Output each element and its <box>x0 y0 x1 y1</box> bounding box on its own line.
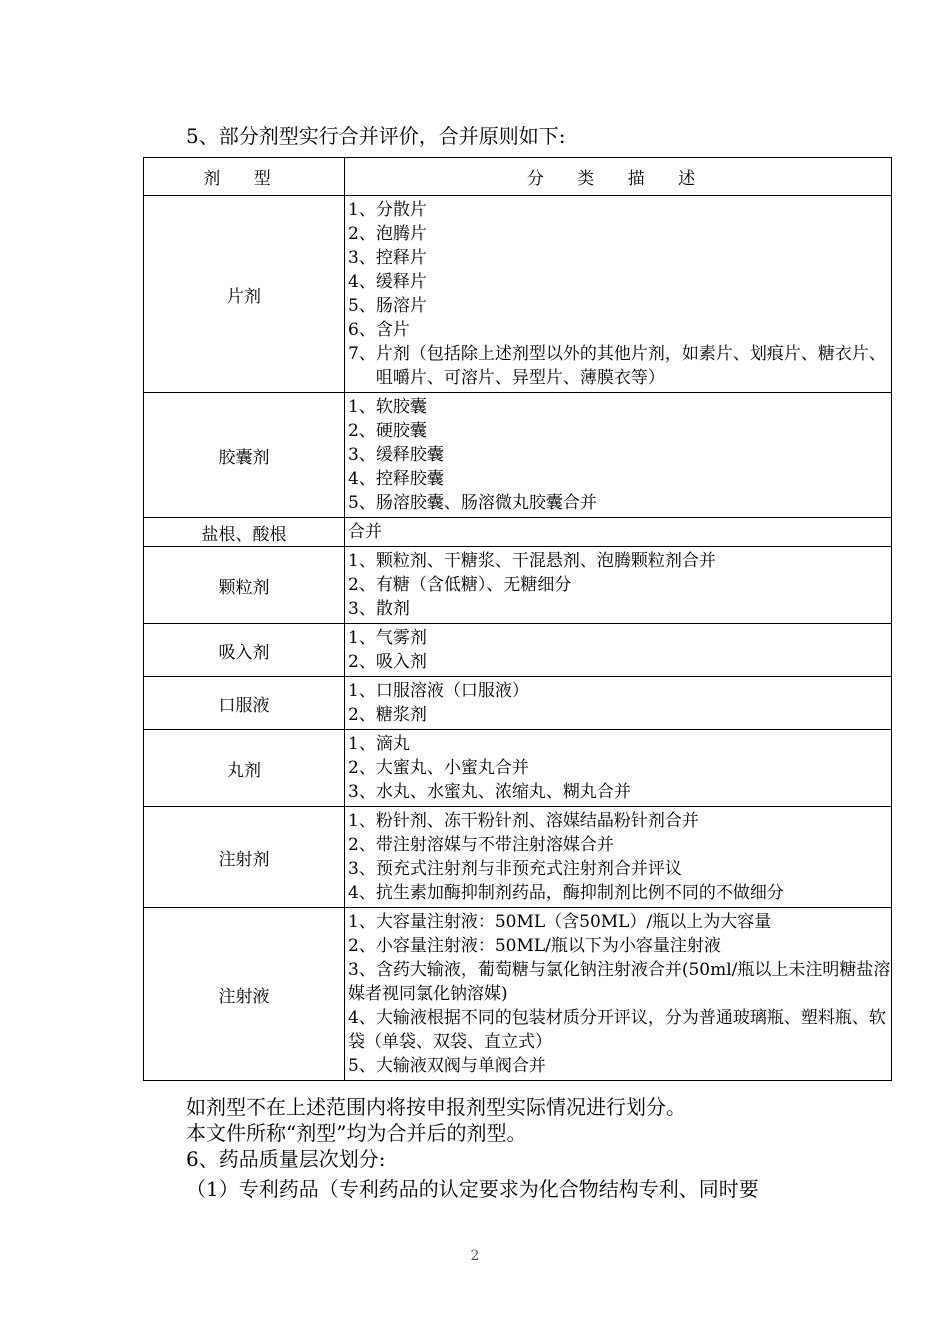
description-line: 4、大输液根据不同的包装材质分开评议，分为普通玻璃瓶、塑料瓶、软袋（单袋、双袋、直立式） <box>348 1008 886 1052</box>
body-paragraph-line: 本文件所称“剂型”均为合并后的剂型。 <box>186 1121 527 1145</box>
description-item <box>348 270 891 294</box>
description-line: 1、口服溶液（口服液） <box>348 681 529 701</box>
description-item <box>348 198 891 222</box>
description-line: 合并 <box>348 522 382 542</box>
dosage-form-name: 口服液 <box>144 677 345 730</box>
table-row <box>144 393 892 518</box>
column-header-type: 剂 型 <box>144 158 345 196</box>
table-row <box>144 908 892 1081</box>
item-text: 肠溶片 <box>375 296 427 316</box>
description-item <box>348 246 891 270</box>
item-number: 4、 <box>348 469 376 489</box>
description-item <box>348 626 891 650</box>
item-number: 2、 <box>348 421 376 441</box>
item-number: 7、 <box>348 344 376 364</box>
table-row <box>144 730 892 807</box>
item-text: 水丸、水蜜丸、浓缩丸、糊丸合并 <box>375 782 631 802</box>
description-item <box>348 419 891 443</box>
column-header-description: 分 类 描 述 <box>345 158 892 196</box>
item-number: 2、 <box>348 652 376 672</box>
dosage-form-name: 胶囊剂 <box>144 393 345 518</box>
item-text: 分散片 <box>375 200 427 220</box>
classification-description <box>345 196 892 393</box>
item-text: 吸入剂 <box>375 652 427 672</box>
item-text: 泡腾片 <box>375 224 427 244</box>
item-number: 2、 <box>348 224 376 244</box>
description-item <box>348 222 891 246</box>
item-text: 含片 <box>375 320 410 340</box>
item-number: 5、 <box>348 493 376 513</box>
item-text: 软胶囊 <box>375 397 427 417</box>
dosage-form-name: 盐根、酸根 <box>144 518 345 547</box>
description-item <box>348 342 891 390</box>
dosage-form-table <box>143 157 892 1081</box>
table-row <box>144 807 892 908</box>
description-item <box>348 467 891 491</box>
classification-description <box>345 908 892 1081</box>
body-paragraph-line: 6、药品质量层次划分: <box>186 1147 386 1171</box>
item-text: 控释胶囊 <box>375 469 444 489</box>
table-header-row <box>144 158 892 196</box>
classification-description <box>345 807 892 908</box>
item-text: 硬胶囊 <box>375 421 427 441</box>
classification-description <box>345 677 892 730</box>
item-text: 肠溶胶囊、肠溶微丸胶囊合并 <box>375 493 597 513</box>
description-item <box>348 294 891 318</box>
item-number: 3、 <box>348 248 376 268</box>
item-text: 控释片 <box>375 248 427 268</box>
item-number: 3、 <box>348 445 376 465</box>
dosage-form-name: 片剂 <box>144 196 345 393</box>
page-number: 2 <box>470 1248 480 1264</box>
table-row <box>144 196 892 393</box>
table-row <box>144 547 892 624</box>
description-line: 1、颗粒剂、干糖浆、干混悬剂、泡腾颗粒剂合并 <box>348 551 716 571</box>
item-text: 片剂（包括除上述剂型以外的其他片剂，如素片、划痕片、糖衣片、咀嚼片、可溶片、异型片、薄膜衣等） <box>375 344 886 388</box>
description-line: 1、粉针剂、冻干粉针剂、溶媒结晶粉针剂合并 <box>348 811 699 831</box>
item-number: 3、 <box>348 782 376 802</box>
classification-description <box>345 518 892 547</box>
dosage-form-name: 注射剂 <box>144 807 345 908</box>
description-item <box>348 780 891 804</box>
table-row <box>144 624 892 677</box>
item-number: 1、 <box>348 734 376 754</box>
description-item <box>348 443 891 467</box>
description-line: 2、带注射溶媒与不带注射溶媒合并 <box>348 835 614 855</box>
item-text: 缓释胶囊 <box>375 445 444 465</box>
description-line: 2、有糖（含低糖）、无糖细分 <box>348 575 572 595</box>
item-number: 6、 <box>348 320 376 340</box>
item-number: 1、 <box>348 200 376 220</box>
item-number: 5、 <box>348 296 376 316</box>
description-item <box>348 732 891 756</box>
description-item <box>348 650 891 674</box>
dosage-form-name: 注射液 <box>144 908 345 1081</box>
table-row <box>144 677 892 730</box>
description-line: 2、糖浆剂 <box>348 705 427 725</box>
description-item <box>348 395 891 419</box>
dosage-form-name: 丸剂 <box>144 730 345 807</box>
description-line: 4、抗生素加酶抑制剂药品，酶抑制剂比例不同的不做细分 <box>348 883 784 903</box>
body-paragraph-line: （1）专利药品（专利药品的认定要求为化合物结构专利、同时要 <box>186 1177 759 1201</box>
item-number: 1、 <box>348 628 376 648</box>
dosage-form-name: 颗粒剂 <box>144 547 345 624</box>
item-text: 缓释片 <box>375 272 427 292</box>
table-row <box>144 518 892 547</box>
item-text: 气雾剂 <box>375 628 427 648</box>
classification-description <box>345 624 892 677</box>
description-item <box>348 756 891 780</box>
description-line: 1、大容量注射液：50ML（含50ML）/瓶以上为大容量 <box>348 912 772 932</box>
item-number: 2、 <box>348 758 376 778</box>
classification-description <box>345 730 892 807</box>
section-heading: 5、部分剂型实行合并评价，合并原则如下: <box>186 124 566 148</box>
description-line: 3、含药大输液，葡萄糖与氯化钠注射液合并(50ml/瓶以上未注明糖盐溶媒者视同氯化钠溶媒) <box>348 960 891 1004</box>
item-text: 滴丸 <box>375 734 410 754</box>
description-line: 3、散剂 <box>348 599 410 619</box>
description-line: 3、预充式注射剂与非预充式注射剂合并评议 <box>348 859 682 879</box>
classification-description <box>345 393 892 518</box>
item-text: 大蜜丸、小蜜丸合并 <box>375 758 529 778</box>
description-item <box>348 491 891 515</box>
dosage-form-name: 吸入剂 <box>144 624 345 677</box>
description-line: 2、小容量注射液：50ML/瓶以下为小容量注射液 <box>348 936 721 956</box>
item-number: 1、 <box>348 397 376 417</box>
item-number: 4、 <box>348 272 376 292</box>
classification-description <box>345 547 892 624</box>
description-line: 5、大输液双阀与单阀合并 <box>348 1056 546 1076</box>
description-item <box>348 318 891 342</box>
body-paragraph-line: 如剂型不在上述范围内将按申报剂型实际情况进行划分。 <box>186 1095 686 1119</box>
